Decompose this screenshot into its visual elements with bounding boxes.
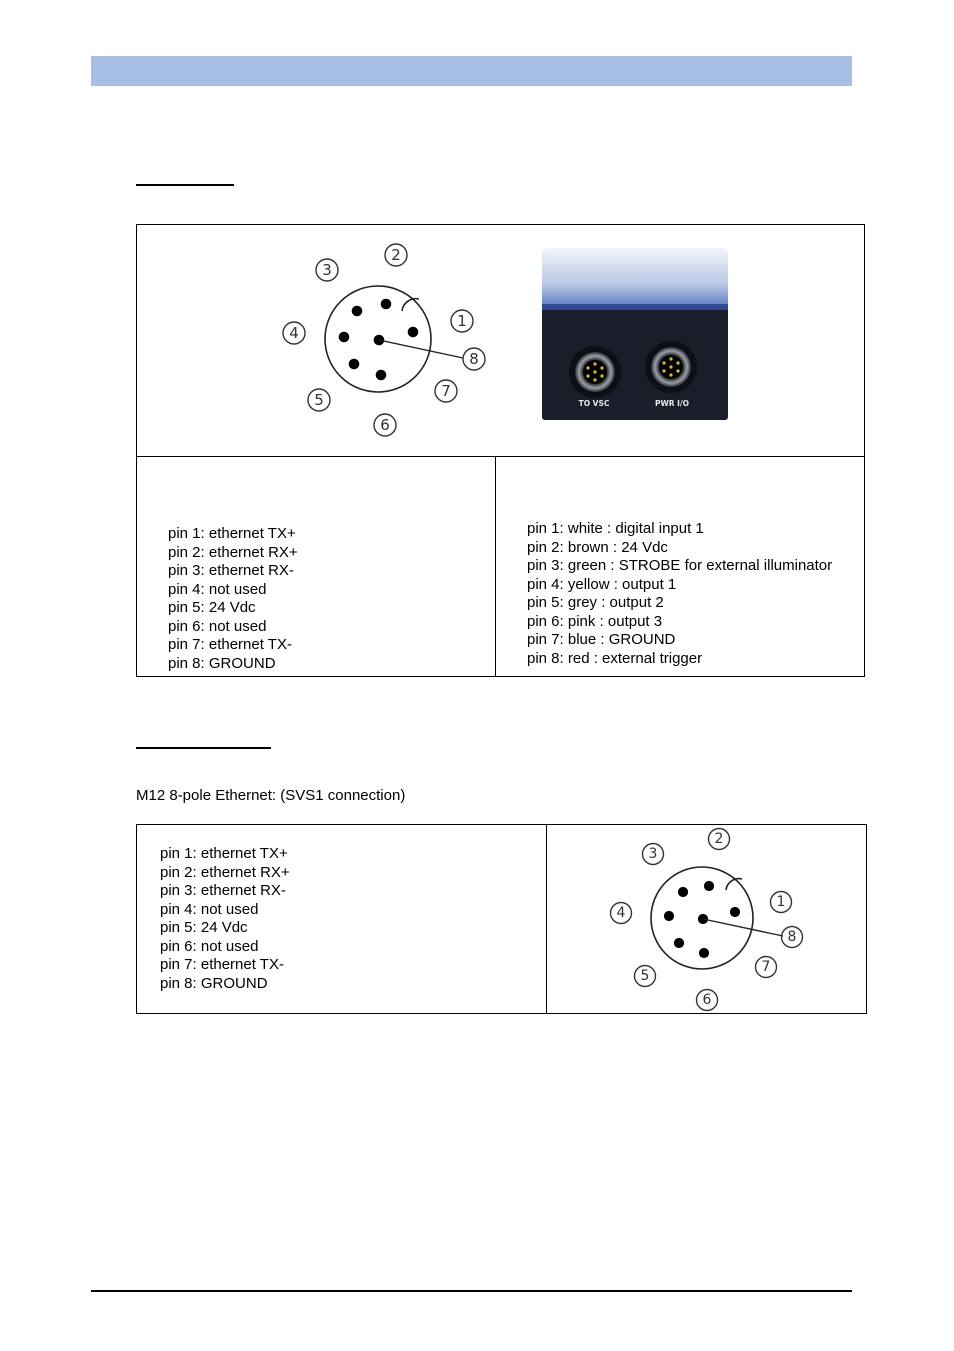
table-1-divider-horizontal (137, 456, 864, 457)
list-item: pin 2: ethernet RX+ (168, 543, 298, 561)
ethernet-pin-list-1 (168, 525, 298, 673)
list-item: pin 5: 24 Vdc (168, 599, 256, 616)
port-label-pwr-io: PWR I/O (654, 399, 690, 408)
pin-label-7: 7 (441, 382, 451, 400)
pin-label-3: 3 (322, 261, 332, 279)
m12-pin-diagram (278, 240, 488, 440)
list-item: pin 3: green : STROBE for external illuminator (527, 557, 833, 574)
list-item: pin 6: not used (168, 617, 267, 635)
list-item: pin 3: ethernet RX- (160, 882, 286, 899)
pin-label-2: 2 (391, 246, 401, 264)
footer-rule (91, 1290, 852, 1292)
table-2-divider-vertical (546, 825, 547, 1013)
port-pwr-io (645, 341, 697, 393)
camera-body (542, 304, 728, 420)
list-item: pin 8: GROUND (168, 654, 276, 672)
pin-label-8: 8 (469, 350, 479, 368)
list-item: pin 4: not used (168, 580, 267, 598)
pin-label-6: 6 (380, 416, 390, 434)
pin-label-4: 4 (616, 905, 626, 921)
list-item: pin 6: pink : output 3 (527, 612, 663, 630)
pin-label-3: 3 (648, 846, 658, 862)
section-2-caption: M12 8-pole Ethernet: (SVS1 connection) (136, 787, 406, 804)
pin-label-2: 2 (714, 831, 724, 847)
list-item: pin 5: 24 Vdc (160, 919, 248, 936)
section-heading-underline-1 (136, 184, 234, 186)
header-bar (91, 56, 852, 86)
table-1-divider-vertical (495, 456, 496, 676)
m12-pin-diagram-2 (606, 826, 816, 1016)
pin-label-5: 5 (314, 391, 324, 409)
connector-photo (536, 244, 736, 429)
list-item: pin 2: ethernet RX+ (160, 863, 290, 881)
ethernet-pin-list-2 (160, 845, 290, 993)
pin-label-1: 1 (776, 894, 786, 910)
list-item: pin 1: ethernet TX+ (160, 845, 288, 862)
list-item: pin 7: ethernet TX- (168, 636, 292, 653)
list-item: pin 7: blue : GROUND (527, 631, 676, 648)
list-item: pin 6: not used (160, 937, 259, 955)
pin-label-5: 5 (640, 968, 650, 984)
pin-label-6: 6 (702, 992, 712, 1008)
section-heading-underline-2 (136, 747, 271, 749)
list-item: pin 4: yellow : output 1 (527, 575, 677, 593)
pin-label-7: 7 (761, 959, 771, 975)
pin-label-4: 4 (289, 324, 299, 342)
power-io-pin-list (527, 520, 832, 668)
list-item: pin 2: brown : 24 Vdc (527, 538, 668, 556)
pin-label-1: 1 (457, 312, 467, 330)
list-item: pin 1: white : digital input 1 (527, 520, 704, 537)
port-label-to-vsc: TO VSC (578, 399, 610, 408)
list-item: pin 8: GROUND (160, 974, 268, 992)
list-item: pin 5: grey : output 2 (527, 594, 664, 611)
list-item: pin 3: ethernet RX- (168, 562, 294, 579)
list-item: pin 8: red : external trigger (527, 649, 703, 667)
list-item: pin 1: ethernet TX+ (168, 525, 296, 542)
list-item: pin 4: not used (160, 900, 259, 918)
pin-label-8: 8 (787, 929, 797, 945)
port-to-vsc (569, 346, 621, 398)
list-item: pin 7: ethernet TX- (160, 956, 284, 973)
